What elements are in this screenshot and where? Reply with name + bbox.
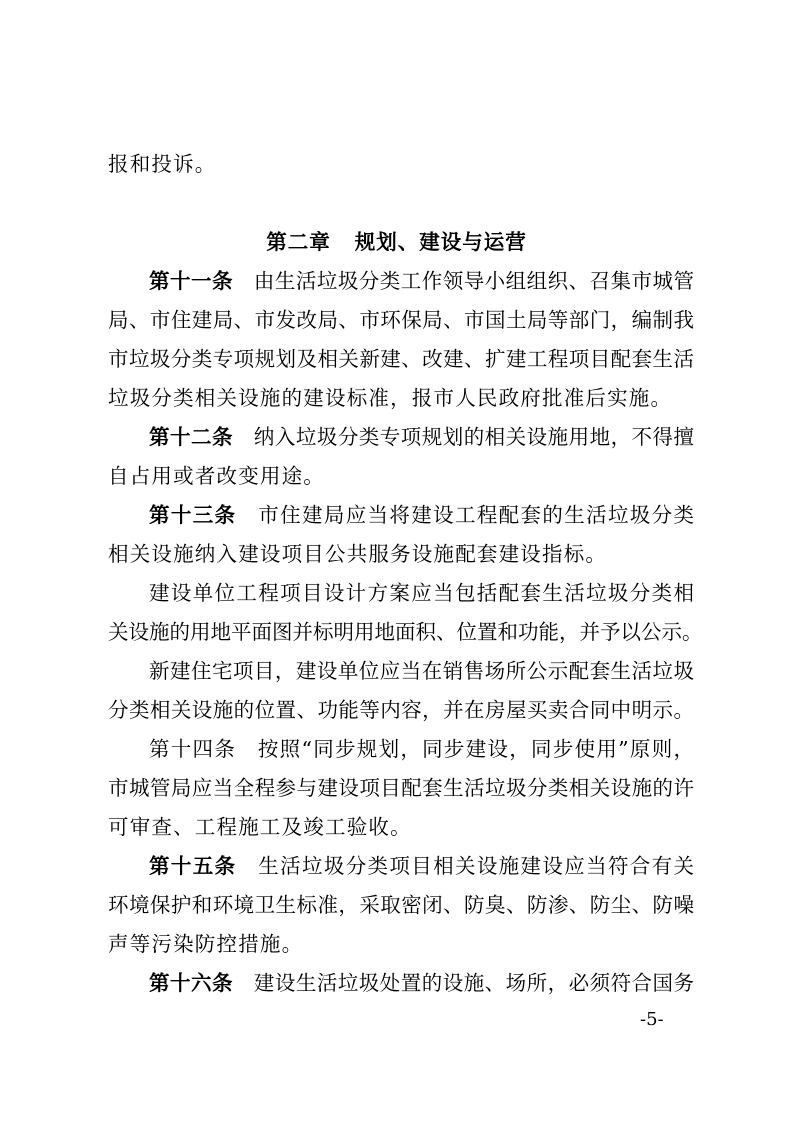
text-line: 分类相关设施的位置、功能等内容，并在房屋买卖合同中明示。 xyxy=(108,698,694,722)
article-12-label: 第十二条 xyxy=(149,425,233,449)
text-line: 生活垃圾分类项目相关设施建设应当符合有关 xyxy=(258,854,695,878)
text-line: 声等污染防控措施。 xyxy=(108,932,304,956)
text-line: 建设生活垃圾处置的设施、场所，必须符合国务 xyxy=(253,971,695,995)
text-line: 纳入垃圾分类专项规划的相关设施用地，不得擅 xyxy=(253,425,695,449)
text-line: 局、市住建局、市发改局、市环保局、市国土局等部门，编制我 xyxy=(108,308,694,332)
text-line: 相关设施纳入建设项目公共服务设施配套建设指标。 xyxy=(108,542,608,566)
article-13-line xyxy=(149,496,694,535)
chapter-heading xyxy=(0,223,793,262)
text-line: 按照“同步规划，同步建设，同步使用”原则， xyxy=(257,737,694,761)
article-16-label: 第十六条 xyxy=(149,971,233,995)
text-line: 自占用或者改变用途。 xyxy=(108,464,325,488)
text-line: 环境保护和环境卫生标准，采取密闭、防臭、防渗、防尘、防噪 xyxy=(108,893,694,917)
article-11-label: 第十一条 xyxy=(149,269,233,293)
chapter-title: 规划、建设与运营 xyxy=(354,230,527,254)
text-line: 垃圾分类相关设施的建设标准，报市人民政府批准后实施。 xyxy=(108,386,673,410)
article-11-line xyxy=(149,262,694,301)
text-line: 建设单位工程项目设计方案应当包括配套生活垃圾分类相 xyxy=(149,581,694,605)
text-line: 市城管局应当全程参与建设项目配套生活垃圾分类相关设施的许 xyxy=(108,776,694,800)
text-line: 报和投诉。 xyxy=(108,152,217,176)
article-12-line xyxy=(149,418,694,457)
text-line: 关设施的用地平面图并标明用地面积、位置和功能，并予以公示。 xyxy=(108,620,703,644)
chapter-number: 第二章 xyxy=(266,230,331,254)
text-line: 市住建局应当将建设工程配套的生活垃圾分类 xyxy=(258,503,695,527)
text-line: 由生活垃圾分类工作领导小组组织、召集市城管 xyxy=(253,269,695,293)
text-line: 市垃圾分类专项规划及相关新建、改建、扩建工程项目配套生活 xyxy=(108,347,694,371)
text-line: 新建住宅项目，建设单位应当在销售场所公示配套生活垃圾 xyxy=(149,659,694,683)
article-14-label: 第十四条 xyxy=(149,737,237,761)
article-13-label: 第十三条 xyxy=(149,503,237,527)
article-15-line xyxy=(149,847,694,886)
article-14-line xyxy=(149,730,694,769)
page-number: -5- xyxy=(640,1009,664,1030)
article-16-line xyxy=(149,964,694,1003)
article-15-label: 第十五条 xyxy=(149,854,237,878)
text-line: 可审查、工程施工及竣工验收。 xyxy=(108,815,412,839)
